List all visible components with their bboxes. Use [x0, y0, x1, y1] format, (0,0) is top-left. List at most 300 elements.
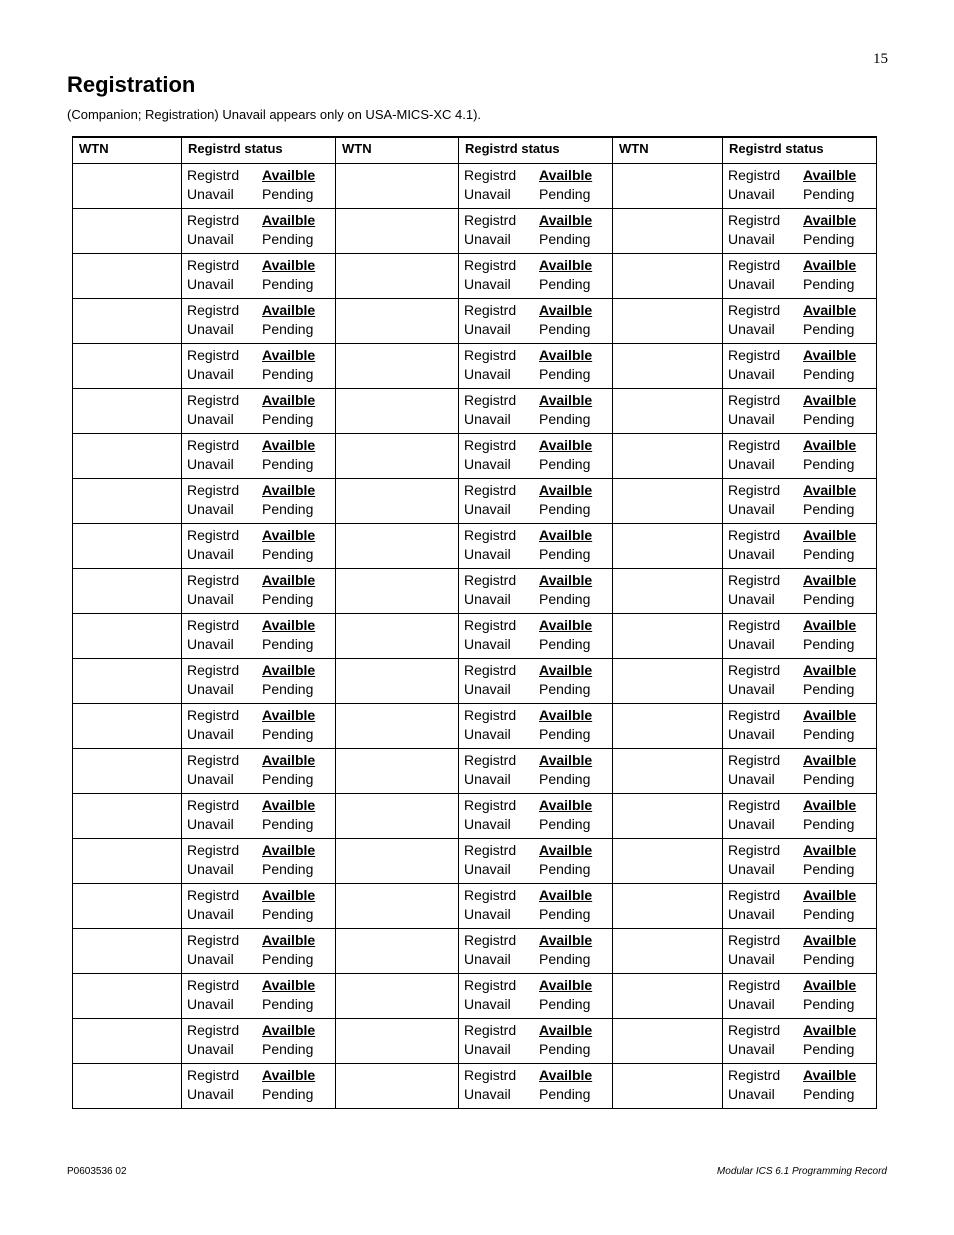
wtn-cell[interactable] [73, 208, 182, 253]
status-option-pending[interactable]: Pending [262, 905, 314, 922]
wtn-cell[interactable] [613, 973, 723, 1018]
status-cell[interactable] [459, 298, 613, 343]
status-option-pending[interactable]: Pending [262, 860, 314, 877]
status-cell[interactable] [459, 793, 613, 838]
status-option-availble[interactable]: Availble [262, 1021, 316, 1038]
wtn-cell[interactable] [73, 973, 182, 1018]
status-option-registrd[interactable]: Registrd [464, 706, 517, 723]
status-option-unavail[interactable]: Unavail [728, 680, 775, 697]
wtn-cell[interactable] [613, 568, 723, 613]
wtn-cell[interactable] [73, 478, 182, 523]
wtn-cell[interactable] [73, 253, 182, 298]
status-option-availble[interactable]: Availble [803, 436, 857, 453]
status-option-pending[interactable]: Pending [539, 185, 591, 202]
status-option-unavail[interactable]: Unavail [728, 770, 775, 787]
status-option-unavail[interactable]: Unavail [728, 410, 775, 427]
status-option-availble[interactable]: Availble [803, 751, 857, 768]
wtn-cell[interactable] [613, 208, 723, 253]
status-cell[interactable] [182, 163, 336, 208]
status-cell[interactable] [723, 703, 877, 748]
status-option-availble[interactable]: Availble [803, 301, 857, 318]
status-cell[interactable] [723, 658, 877, 703]
wtn-cell[interactable] [613, 1063, 723, 1108]
status-option-availble[interactable]: Availble [803, 796, 857, 813]
status-option-unavail[interactable]: Unavail [187, 410, 234, 427]
status-option-pending[interactable]: Pending [539, 455, 591, 472]
status-cell[interactable] [723, 748, 877, 793]
status-option-unavail[interactable]: Unavail [728, 1085, 775, 1102]
status-cell[interactable] [182, 298, 336, 343]
wtn-cell[interactable] [613, 748, 723, 793]
status-option-registrd[interactable]: Registrd [187, 526, 240, 543]
status-cell[interactable] [723, 793, 877, 838]
status-cell[interactable] [182, 883, 336, 928]
status-option-registrd[interactable]: Registrd [464, 886, 517, 903]
status-option-unavail[interactable]: Unavail [187, 635, 234, 652]
status-option-unavail[interactable]: Unavail [187, 815, 234, 832]
wtn-cell[interactable] [336, 613, 459, 658]
status-cell[interactable] [459, 748, 613, 793]
status-option-availble[interactable]: Availble [262, 1066, 316, 1083]
status-option-availble[interactable]: Availble [539, 841, 593, 858]
status-option-pending[interactable]: Pending [803, 905, 855, 922]
status-option-pending[interactable]: Pending [262, 815, 314, 832]
status-option-unavail[interactable]: Unavail [464, 230, 511, 247]
status-cell[interactable] [459, 523, 613, 568]
wtn-cell[interactable] [336, 973, 459, 1018]
status-option-registrd[interactable]: Registrd [464, 526, 517, 543]
status-option-pending[interactable]: Pending [539, 635, 591, 652]
status-option-pending[interactable]: Pending [262, 995, 314, 1012]
wtn-cell[interactable] [613, 793, 723, 838]
wtn-cell[interactable] [73, 748, 182, 793]
status-option-unavail[interactable]: Unavail [187, 905, 234, 922]
status-option-registrd[interactable]: Registrd [187, 391, 240, 408]
status-option-pending[interactable]: Pending [262, 365, 314, 382]
status-option-unavail[interactable]: Unavail [464, 185, 511, 202]
status-cell[interactable] [182, 388, 336, 433]
status-option-unavail[interactable]: Unavail [464, 1040, 511, 1057]
status-option-registrd[interactable]: Registrd [187, 481, 240, 498]
status-option-registrd[interactable]: Registrd [464, 346, 517, 363]
status-option-registrd[interactable]: Registrd [464, 481, 517, 498]
status-option-availble[interactable]: Availble [539, 571, 593, 588]
wtn-cell[interactable] [613, 703, 723, 748]
status-option-unavail[interactable]: Unavail [187, 1085, 234, 1102]
status-option-registrd[interactable]: Registrd [464, 841, 517, 858]
status-option-registrd[interactable]: Registrd [728, 166, 781, 183]
status-option-unavail[interactable]: Unavail [464, 815, 511, 832]
status-option-registrd[interactable]: Registrd [728, 571, 781, 588]
status-option-pending[interactable]: Pending [262, 635, 314, 652]
status-option-unavail[interactable]: Unavail [464, 275, 511, 292]
status-option-registrd[interactable]: Registrd [187, 301, 240, 318]
status-cell[interactable] [459, 613, 613, 658]
wtn-cell[interactable] [613, 433, 723, 478]
status-option-pending[interactable]: Pending [262, 455, 314, 472]
wtn-cell[interactable] [613, 163, 723, 208]
status-option-unavail[interactable]: Unavail [728, 635, 775, 652]
status-option-pending[interactable]: Pending [539, 275, 591, 292]
status-option-pending[interactable]: Pending [539, 950, 591, 967]
status-option-registrd[interactable]: Registrd [464, 751, 517, 768]
status-option-availble[interactable]: Availble [262, 706, 316, 723]
status-option-pending[interactable]: Pending [539, 410, 591, 427]
wtn-cell[interactable] [336, 1018, 459, 1063]
status-option-availble[interactable]: Availble [262, 211, 316, 228]
status-cell[interactable] [459, 1063, 613, 1108]
status-option-pending[interactable]: Pending [539, 230, 591, 247]
status-option-availble[interactable]: Availble [262, 661, 316, 678]
status-option-registrd[interactable]: Registrd [728, 211, 781, 228]
wtn-cell[interactable] [336, 928, 459, 973]
status-option-registrd[interactable]: Registrd [187, 616, 240, 633]
status-option-pending[interactable]: Pending [262, 725, 314, 742]
status-option-unavail[interactable]: Unavail [187, 275, 234, 292]
status-option-unavail[interactable]: Unavail [728, 590, 775, 607]
status-option-registrd[interactable]: Registrd [187, 1066, 240, 1083]
status-option-availble[interactable]: Availble [539, 526, 593, 543]
status-option-unavail[interactable]: Unavail [728, 545, 775, 562]
status-option-registrd[interactable]: Registrd [728, 751, 781, 768]
wtn-cell[interactable] [73, 838, 182, 883]
status-option-availble[interactable]: Availble [803, 841, 857, 858]
status-option-availble[interactable]: Availble [262, 256, 316, 273]
status-option-registrd[interactable]: Registrd [187, 976, 240, 993]
status-option-registrd[interactable]: Registrd [187, 1021, 240, 1038]
status-option-availble[interactable]: Availble [803, 256, 857, 273]
wtn-cell[interactable] [336, 1063, 459, 1108]
status-option-registrd[interactable]: Registrd [187, 931, 240, 948]
status-option-unavail[interactable]: Unavail [187, 680, 234, 697]
status-option-unavail[interactable]: Unavail [728, 275, 775, 292]
status-option-unavail[interactable]: Unavail [187, 230, 234, 247]
wtn-cell[interactable] [613, 253, 723, 298]
status-option-unavail[interactable]: Unavail [187, 365, 234, 382]
status-option-availble[interactable]: Availble [539, 661, 593, 678]
status-option-registrd[interactable]: Registrd [464, 796, 517, 813]
status-option-pending[interactable]: Pending [262, 410, 314, 427]
status-option-pending[interactable]: Pending [539, 860, 591, 877]
status-option-registrd[interactable]: Registrd [464, 976, 517, 993]
status-cell[interactable] [459, 253, 613, 298]
status-option-registrd[interactable]: Registrd [728, 346, 781, 363]
wtn-cell[interactable] [336, 388, 459, 433]
status-option-registrd[interactable]: Registrd [464, 616, 517, 633]
status-option-unavail[interactable]: Unavail [728, 500, 775, 517]
wtn-cell[interactable] [73, 568, 182, 613]
status-cell[interactable] [723, 298, 877, 343]
wtn-cell[interactable] [613, 298, 723, 343]
status-option-unavail[interactable]: Unavail [187, 995, 234, 1012]
status-option-registrd[interactable]: Registrd [728, 796, 781, 813]
status-option-unavail[interactable]: Unavail [464, 1085, 511, 1102]
status-option-unavail[interactable]: Unavail [464, 365, 511, 382]
status-option-registrd[interactable]: Registrd [464, 931, 517, 948]
status-option-availble[interactable]: Availble [262, 571, 316, 588]
status-option-availble[interactable]: Availble [262, 301, 316, 318]
status-option-availble[interactable]: Availble [262, 841, 316, 858]
status-cell[interactable] [723, 163, 877, 208]
status-option-registrd[interactable]: Registrd [187, 571, 240, 588]
status-cell[interactable] [182, 793, 336, 838]
wtn-cell[interactable] [336, 478, 459, 523]
status-cell[interactable] [459, 163, 613, 208]
status-cell[interactable] [723, 928, 877, 973]
status-option-availble[interactable]: Availble [539, 391, 593, 408]
status-cell[interactable] [459, 433, 613, 478]
status-option-registrd[interactable]: Registrd [464, 256, 517, 273]
status-option-registrd[interactable]: Registrd [728, 481, 781, 498]
status-option-unavail[interactable]: Unavail [728, 320, 775, 337]
wtn-cell[interactable] [336, 793, 459, 838]
status-option-unavail[interactable]: Unavail [728, 725, 775, 742]
status-option-unavail[interactable]: Unavail [728, 905, 775, 922]
status-option-availble[interactable]: Availble [803, 976, 857, 993]
status-option-registrd[interactable]: Registrd [728, 1066, 781, 1083]
wtn-cell[interactable] [336, 298, 459, 343]
status-cell[interactable] [723, 613, 877, 658]
wtn-cell[interactable] [336, 208, 459, 253]
status-option-availble[interactable]: Availble [539, 346, 593, 363]
status-option-availble[interactable]: Availble [262, 436, 316, 453]
status-option-registrd[interactable]: Registrd [728, 886, 781, 903]
wtn-cell[interactable] [73, 523, 182, 568]
status-option-pending[interactable]: Pending [539, 680, 591, 697]
status-option-unavail[interactable]: Unavail [464, 995, 511, 1012]
wtn-cell[interactable] [73, 658, 182, 703]
status-option-pending[interactable]: Pending [803, 455, 855, 472]
status-cell[interactable] [723, 883, 877, 928]
status-option-registrd[interactable]: Registrd [187, 706, 240, 723]
status-option-registrd[interactable]: Registrd [187, 211, 240, 228]
status-option-pending[interactable]: Pending [539, 1040, 591, 1057]
wtn-cell[interactable] [613, 478, 723, 523]
wtn-cell[interactable] [73, 388, 182, 433]
status-option-availble[interactable]: Availble [539, 166, 593, 183]
status-option-pending[interactable]: Pending [539, 995, 591, 1012]
status-option-availble[interactable]: Availble [539, 481, 593, 498]
status-cell[interactable] [459, 703, 613, 748]
status-option-availble[interactable]: Availble [262, 616, 316, 633]
status-cell[interactable] [723, 388, 877, 433]
status-option-availble[interactable]: Availble [803, 931, 857, 948]
status-cell[interactable] [182, 523, 336, 568]
wtn-cell[interactable] [73, 343, 182, 388]
wtn-cell[interactable] [73, 298, 182, 343]
status-cell[interactable] [723, 973, 877, 1018]
status-option-availble[interactable]: Availble [262, 526, 316, 543]
status-option-registrd[interactable]: Registrd [464, 301, 517, 318]
status-cell[interactable] [182, 838, 336, 883]
status-option-pending[interactable]: Pending [803, 410, 855, 427]
status-option-unavail[interactable]: Unavail [728, 860, 775, 877]
status-cell[interactable] [459, 883, 613, 928]
status-option-registrd[interactable]: Registrd [187, 256, 240, 273]
status-option-pending[interactable]: Pending [803, 860, 855, 877]
status-cell[interactable] [459, 208, 613, 253]
status-cell[interactable] [182, 343, 336, 388]
status-cell[interactable] [459, 928, 613, 973]
status-cell[interactable] [723, 208, 877, 253]
status-option-availble[interactable]: Availble [539, 616, 593, 633]
status-option-unavail[interactable]: Unavail [728, 815, 775, 832]
status-option-pending[interactable]: Pending [262, 770, 314, 787]
status-option-pending[interactable]: Pending [262, 1040, 314, 1057]
status-option-pending[interactable]: Pending [803, 995, 855, 1012]
status-option-availble[interactable]: Availble [803, 481, 857, 498]
status-option-pending[interactable]: Pending [803, 590, 855, 607]
status-option-registrd[interactable]: Registrd [464, 391, 517, 408]
wtn-cell[interactable] [613, 388, 723, 433]
status-option-pending[interactable]: Pending [803, 950, 855, 967]
status-option-registrd[interactable]: Registrd [728, 841, 781, 858]
status-option-pending[interactable]: Pending [262, 545, 314, 562]
status-cell[interactable] [182, 568, 336, 613]
status-cell[interactable] [182, 433, 336, 478]
status-option-unavail[interactable]: Unavail [728, 995, 775, 1012]
status-option-pending[interactable]: Pending [539, 770, 591, 787]
wtn-cell[interactable] [336, 163, 459, 208]
status-option-unavail[interactable]: Unavail [464, 410, 511, 427]
status-option-pending[interactable]: Pending [539, 590, 591, 607]
status-option-availble[interactable]: Availble [262, 796, 316, 813]
status-option-availble[interactable]: Availble [803, 571, 857, 588]
status-option-pending[interactable]: Pending [539, 1085, 591, 1102]
wtn-cell[interactable] [613, 658, 723, 703]
status-option-availble[interactable]: Availble [539, 976, 593, 993]
status-cell[interactable] [723, 1018, 877, 1063]
status-option-pending[interactable]: Pending [262, 230, 314, 247]
status-cell[interactable] [723, 568, 877, 613]
status-option-pending[interactable]: Pending [539, 725, 591, 742]
status-option-availble[interactable]: Availble [262, 751, 316, 768]
status-option-pending[interactable]: Pending [539, 545, 591, 562]
status-cell[interactable] [723, 253, 877, 298]
status-option-unavail[interactable]: Unavail [464, 635, 511, 652]
wtn-cell[interactable] [73, 433, 182, 478]
status-option-availble[interactable]: Availble [539, 211, 593, 228]
status-option-pending[interactable]: Pending [262, 590, 314, 607]
wtn-cell[interactable] [336, 703, 459, 748]
wtn-cell[interactable] [336, 838, 459, 883]
status-option-availble[interactable]: Availble [803, 166, 857, 183]
status-option-registrd[interactable]: Registrd [728, 256, 781, 273]
status-cell[interactable] [182, 703, 336, 748]
wtn-cell[interactable] [613, 1018, 723, 1063]
status-option-availble[interactable]: Availble [803, 1021, 857, 1038]
status-option-registrd[interactable]: Registrd [187, 796, 240, 813]
status-option-registrd[interactable]: Registrd [187, 346, 240, 363]
status-option-availble[interactable]: Availble [539, 931, 593, 948]
status-option-pending[interactable]: Pending [803, 635, 855, 652]
status-option-registrd[interactable]: Registrd [464, 211, 517, 228]
status-option-availble[interactable]: Availble [539, 886, 593, 903]
status-cell[interactable] [182, 973, 336, 1018]
status-option-pending[interactable]: Pending [262, 500, 314, 517]
status-option-unavail[interactable]: Unavail [187, 770, 234, 787]
status-cell[interactable] [723, 838, 877, 883]
wtn-cell[interactable] [73, 883, 182, 928]
status-option-pending[interactable]: Pending [803, 1085, 855, 1102]
wtn-cell[interactable] [613, 838, 723, 883]
status-cell[interactable] [459, 388, 613, 433]
status-option-pending[interactable]: Pending [803, 365, 855, 382]
status-cell[interactable] [459, 568, 613, 613]
status-cell[interactable] [182, 208, 336, 253]
wtn-cell[interactable] [73, 928, 182, 973]
status-cell[interactable] [723, 478, 877, 523]
status-option-unavail[interactable]: Unavail [187, 590, 234, 607]
wtn-cell[interactable] [336, 883, 459, 928]
status-option-availble[interactable]: Availble [803, 526, 857, 543]
status-option-pending[interactable]: Pending [539, 320, 591, 337]
status-option-unavail[interactable]: Unavail [728, 365, 775, 382]
status-option-pending[interactable]: Pending [803, 545, 855, 562]
status-option-pending[interactable]: Pending [803, 320, 855, 337]
status-option-pending[interactable]: Pending [262, 680, 314, 697]
status-option-pending[interactable]: Pending [262, 320, 314, 337]
status-option-unavail[interactable]: Unavail [187, 500, 234, 517]
status-option-registrd[interactable]: Registrd [464, 166, 517, 183]
status-cell[interactable] [459, 343, 613, 388]
status-option-availble[interactable]: Availble [803, 616, 857, 633]
wtn-cell[interactable] [73, 163, 182, 208]
wtn-cell[interactable] [73, 703, 182, 748]
status-cell[interactable] [459, 1018, 613, 1063]
status-option-registrd[interactable]: Registrd [728, 436, 781, 453]
status-cell[interactable] [459, 838, 613, 883]
status-option-availble[interactable]: Availble [262, 976, 316, 993]
status-option-pending[interactable]: Pending [539, 905, 591, 922]
status-option-availble[interactable]: Availble [803, 346, 857, 363]
status-option-pending[interactable]: Pending [803, 185, 855, 202]
status-option-pending[interactable]: Pending [262, 950, 314, 967]
status-option-pending[interactable]: Pending [539, 500, 591, 517]
wtn-cell[interactable] [336, 658, 459, 703]
status-option-availble[interactable]: Availble [539, 436, 593, 453]
status-option-pending[interactable]: Pending [803, 725, 855, 742]
wtn-cell[interactable] [73, 1018, 182, 1063]
status-cell[interactable] [182, 253, 336, 298]
status-option-registrd[interactable]: Registrd [187, 661, 240, 678]
status-option-availble[interactable]: Availble [262, 481, 316, 498]
status-option-availble[interactable]: Availble [262, 931, 316, 948]
status-option-pending[interactable]: Pending [803, 770, 855, 787]
status-option-unavail[interactable]: Unavail [464, 500, 511, 517]
wtn-cell[interactable] [336, 433, 459, 478]
status-option-unavail[interactable]: Unavail [464, 725, 511, 742]
status-option-unavail[interactable]: Unavail [464, 320, 511, 337]
status-option-unavail[interactable]: Unavail [464, 950, 511, 967]
status-cell[interactable] [182, 1018, 336, 1063]
status-option-unavail[interactable]: Unavail [728, 1040, 775, 1057]
wtn-cell[interactable] [613, 523, 723, 568]
status-option-unavail[interactable]: Unavail [464, 905, 511, 922]
status-option-registrd[interactable]: Registrd [728, 661, 781, 678]
status-cell[interactable] [723, 1063, 877, 1108]
status-option-availble[interactable]: Availble [803, 1066, 857, 1083]
status-option-unavail[interactable]: Unavail [464, 860, 511, 877]
status-option-unavail[interactable]: Unavail [187, 950, 234, 967]
status-option-unavail[interactable]: Unavail [728, 230, 775, 247]
status-cell[interactable] [182, 1063, 336, 1108]
status-option-availble[interactable]: Availble [262, 166, 316, 183]
status-option-unavail[interactable]: Unavail [728, 455, 775, 472]
status-cell[interactable] [182, 478, 336, 523]
status-option-unavail[interactable]: Unavail [728, 950, 775, 967]
status-option-pending[interactable]: Pending [539, 815, 591, 832]
